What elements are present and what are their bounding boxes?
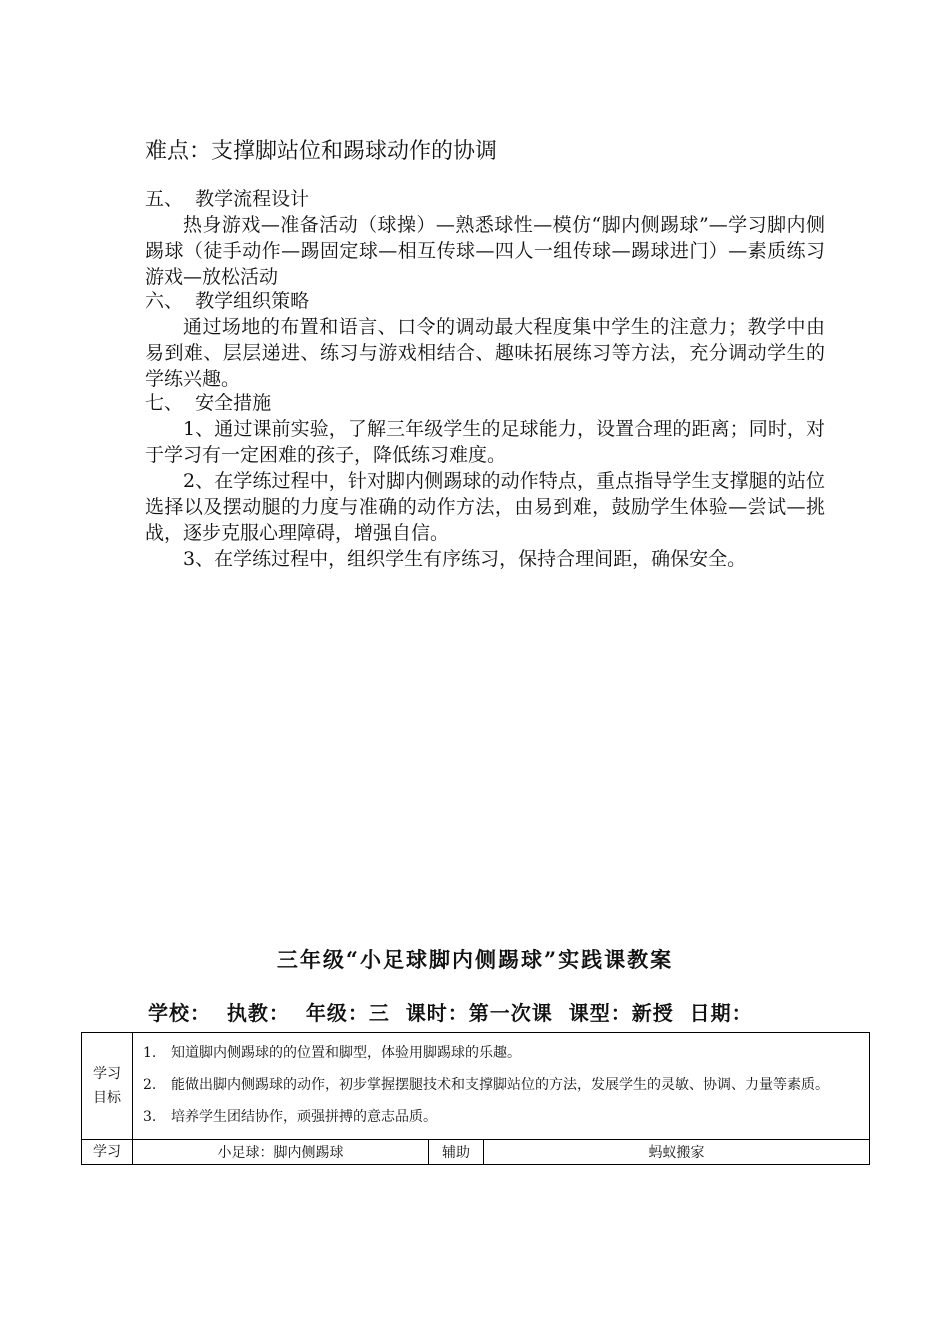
aux-label-cell: 辅助 [429,1140,484,1165]
section-body: 热身游戏—准备活动（球操）—熟悉球性—模仿“脚内侧踢球”—学习脚内侧踢球（徒手动作—踢固定球—相互传球—四人一组传球—踢球进门）—素质练习游戏—放松活动 [145,214,825,288]
aux-content-cell: 蚂蚁搬家 [484,1140,870,1165]
section-teaching-flow [145,186,825,290]
study-content-cell: 小足球：脚内侧踢球 [133,1140,429,1165]
safety-item: 3、在学练过程中，组织学生有序练习，保持合理间距，确保安全。 [183,548,747,570]
goal-text: 能做出脚内侧踢球的动作，初步掌握摆腿技术和支撑脚站位的方法，发展学生的灵敏、协调、力量等素质。 [171,1077,829,1093]
lesson-plan-table [81,1032,870,1165]
goals-label: 学习目标 [93,1066,121,1106]
lesson-plan-title: 三年级“小足球脚内侧踢球”实践课教案 [276,947,674,972]
safety-item: 2、在学练过程中，针对脚内侧踢球的动作特点，重点指导学生支撑腿的站位选择以及摆动腿的力度与准确的动作方法，由易到难，鼓励学生体验—尝试—挑战，逐步克服心理障碍，增强自信。 [145,470,825,544]
goal-number: 1. [143,1045,157,1061]
goal-number: 3. [143,1109,157,1125]
goal-number: 2. [143,1077,157,1093]
section-body: 通过场地的布置和语言、口令的调动最大程度集中学生的注意力；教学中由易到难、层层递进、练习与游戏相结合、趣味拓展练习等方法，充分调动学生的学练兴趣。 [145,316,825,390]
goal-text: 培养学生团结协作，顽强拼搏的意志品质。 [171,1109,437,1125]
difficulty-line: 难点：支撑脚站位和踢球动作的协调 [145,139,498,164]
goal-item [143,1037,861,1069]
goal-text: 知道脚内侧踢球的的位置和脚型，体验用脚踢球的乐趣。 [171,1045,521,1061]
study-label-cell: 学习 [82,1140,133,1165]
goal-item [143,1069,861,1101]
section-organization-strategy [145,288,825,392]
goals-cell [133,1033,870,1140]
lesson-plan-meta: 学校： 执教： 年级：三 课时：第一次课 课型：新授 日期： [148,1001,753,1025]
goals-label-cell [82,1033,133,1140]
table-row [82,1033,870,1140]
section-heading: 五、 教学流程设计 [145,188,310,210]
table-row [82,1140,870,1165]
safety-item: 1、通过课前实验，了解三年级学生的足球能力，设置合理的距离；同时，对于学习有一定困难的孩子，降低练习难度。 [145,418,825,466]
section-safety-measures [145,390,825,572]
goal-item [143,1101,861,1133]
section-heading: 七、 安全措施 [145,392,272,414]
section-heading: 六、 教学组织策略 [145,290,310,312]
